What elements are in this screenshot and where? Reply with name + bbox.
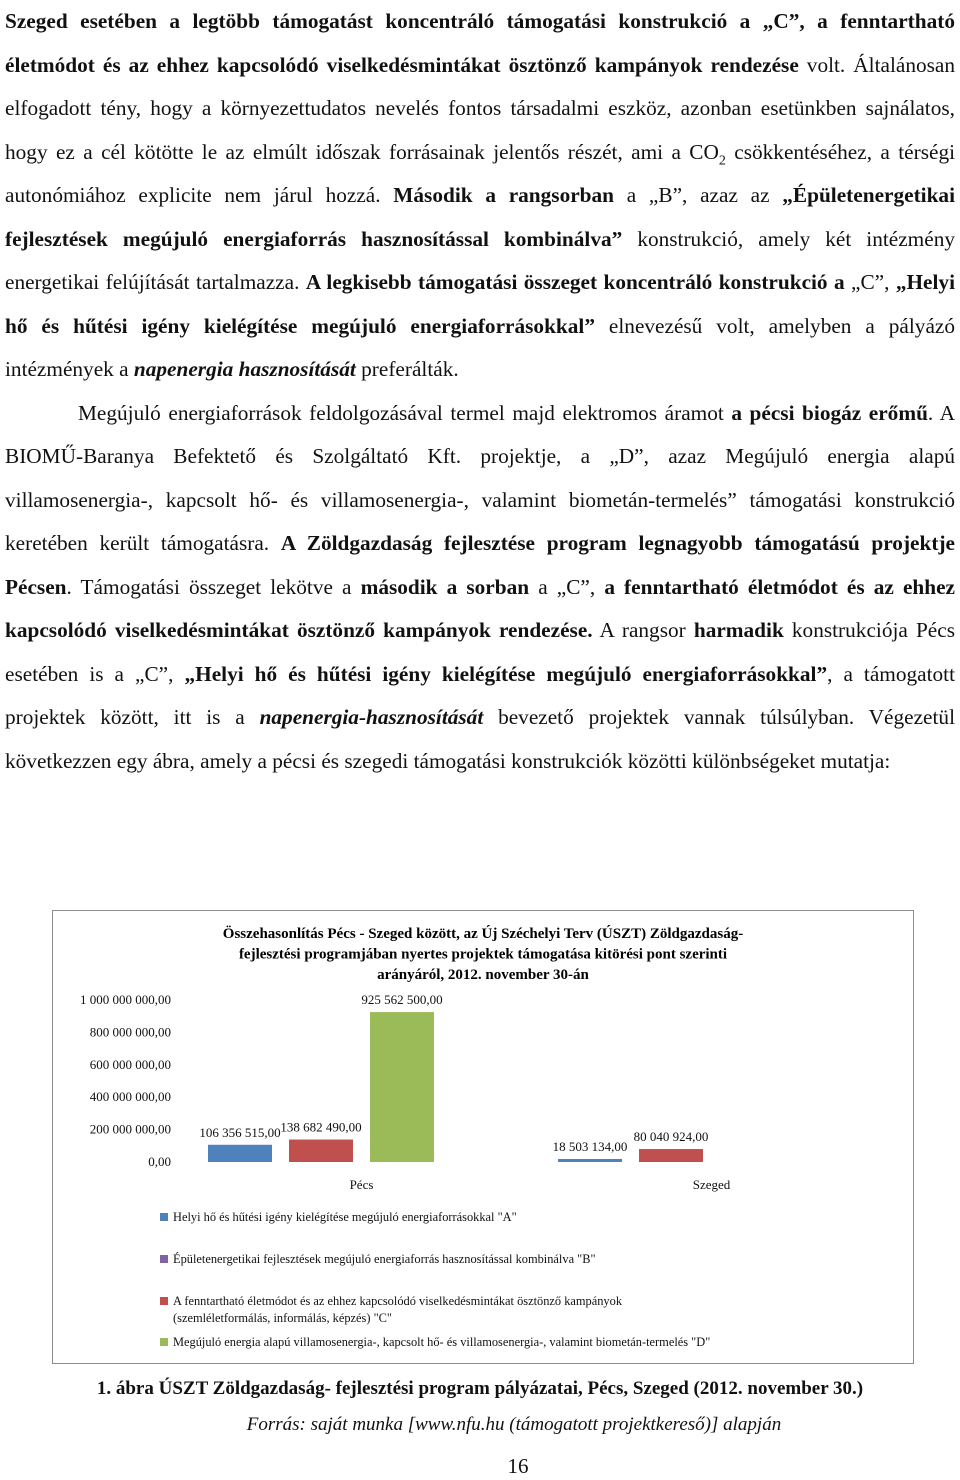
text-run: a fenntartható életmódot és az ehhez kapcsolódó viselkedésmintákat ösztönző kampányok rendezése. xyxy=(5,574,955,642)
text-run: a pécsi biogáz erőmű xyxy=(731,400,928,425)
text-run: „C”, xyxy=(844,270,896,294)
chart-title-line: arányáról, 2012. november 30-án xyxy=(377,967,589,983)
comparison-chart xyxy=(52,910,914,1364)
legend-swatch-series-0 xyxy=(160,1213,168,1221)
text-run: Megújuló energiaforrások feldolgozásával termel majd elektromos áramot xyxy=(78,400,732,425)
text-run: bevezető projektek vannak túlsúlyban. Végezetül következzen egy ábra, amely a pécsi és szegedi támogatási konstrukciók közötti különbségeket mutatja: xyxy=(5,705,955,773)
text-run: A legkisebb támogatási összeget koncentráló konstrukció a xyxy=(305,270,845,294)
legend-label xyxy=(173,1294,623,1325)
data-label: 138 682 490,00 xyxy=(280,1119,362,1135)
bar-chart-svg xyxy=(53,911,913,1363)
text-run: A Zöldgazdaság fejlesztése program legnagyobb támogatású projektje Pécsen xyxy=(5,531,955,599)
y-tick-label: 0,00 xyxy=(148,1154,171,1169)
text-run: a „C”, xyxy=(529,574,605,599)
legend-swatch-series-2 xyxy=(160,1297,168,1305)
paragraph-2 xyxy=(5,392,955,784)
text-run: A rangsor xyxy=(592,618,694,642)
text-run: elnevezésű volt, amelyben a pályázó intézmények a xyxy=(5,313,955,381)
legend-label: Helyi hő és hűtési igény kielégítése megújuló energiaforrásokkal "A" xyxy=(173,1210,517,1224)
legend-label-line: (szemléletformálás, informálás, képzés) "C" xyxy=(173,1311,392,1325)
text-run: második a sorban xyxy=(360,574,530,599)
paragraph-1 xyxy=(5,0,955,392)
y-tick-label: 400 000 000,00 xyxy=(89,1089,171,1105)
legend-swatch-series-1 xyxy=(160,1255,168,1263)
text-run: a „B”, azaz az xyxy=(614,183,783,207)
figure-source: Forrás: saját munka [www.nfu.hu (támogatott projektkereső)] alapján xyxy=(246,1414,782,1435)
text-run: „Helyi hő és hűtési igény kielégítése megújuló energiaforrásokkal” xyxy=(184,661,828,686)
text-run: Szeged esetében a legtöbb támogatást koncentráló támogatási konstrukció a „C”, a fenntartható életmódot és az ehhez kapcsolódó viselkedésmintákat ösztönző kampányok rendezése xyxy=(5,9,955,77)
bar-pécs-series-2 xyxy=(289,1140,353,1162)
y-tick-label: 600 000 000,00 xyxy=(89,1056,171,1072)
page-number: 16 xyxy=(507,1454,529,1478)
legend-label-line: A fenntartható életmódot és az ehhez kapcsolódó viselkedésmintákat ösztönző kampányok xyxy=(173,1294,623,1308)
text-run: napenergia hasznosítását xyxy=(133,357,356,381)
text-run: . Támogatási összeget lekötve a xyxy=(66,574,361,599)
text-run: csökkentéséhez, a térségi autonómiához explicite nem járul hozzá. xyxy=(5,139,956,207)
text-run: preferálták. xyxy=(355,357,459,381)
bar-pécs-series-3 xyxy=(370,1012,434,1162)
text-run: 2 xyxy=(718,152,726,168)
chart-title-line: fejlesztési programjában nyertes projektek támogatása kitörési pont szerinti xyxy=(238,946,728,963)
data-label: 106 356 515,00 xyxy=(199,1124,281,1140)
text-run: „Helyi hő és hűtési igény kielégítése megújuló energiaforrásokkal” xyxy=(5,270,955,338)
y-tick-label: 1 000 000 000,00 xyxy=(80,992,171,1007)
legend-swatch-series-3 xyxy=(160,1338,168,1346)
data-label: 80 040 924,00 xyxy=(633,1129,709,1145)
chart-title-line: Összehasonlítás Pécs - Szeged között, az Új Széchelyi Terv (ÚSZT) Zöldgazdaság- xyxy=(222,926,744,942)
text-run: harmadik xyxy=(693,618,784,642)
category-label: Szeged xyxy=(692,1177,731,1192)
legend-label: Épületenergetikai fejlesztések megújuló energiaforrás hasznosítással kombinálva "B" xyxy=(173,1252,596,1266)
y-tick-label: 800 000 000,00 xyxy=(89,1024,171,1040)
category-label: Pécs xyxy=(349,1177,374,1192)
bar-pécs-series-0 xyxy=(208,1145,272,1162)
body-text xyxy=(5,0,955,783)
text-run: volt. Általánosan elfogadott tény, hogy a környezettudatos nevelés fontos társadalmi eszköz, azonban esetünkben sajnálatos, hogy ez a cél kötötte le az elmúlt időszak forrásainak jelentős részét, ami a CO xyxy=(5,52,956,164)
text-run: konstrukciója Pécs esetében is a „C”, xyxy=(5,618,955,686)
text-run: „Épületenergetikai fejlesztések megújuló energiaforrás hasznosítással kombinálva” xyxy=(5,183,955,251)
text-run: konstrukció, amely két intézmény energetikai felújítását tartalmazza. xyxy=(5,226,955,294)
bar-szeged-series-2 xyxy=(639,1149,703,1162)
text-run: , a támogatott projektek között, itt is a xyxy=(5,661,956,729)
data-label: 925 562 500,00 xyxy=(361,992,443,1008)
bar-szeged-series-0 xyxy=(558,1159,622,1162)
text-run: . A BIOMŰ-Baranya Befektető és Szolgáltató Kft. projektje, a „D”, azaz Megújuló energia alapú villamosenergia-, kapcsolt hő- és villamosenergia-, valamint biometán-termelés” támogatási konstrukció keretében került támogatásra. xyxy=(5,400,956,555)
data-label: 18 503 134,00 xyxy=(552,1139,628,1155)
figure-caption: 1. ábra ÚSZT Zöldgazdaság- fejlesztési program pályázatai, Pécs, Szeged (2012. november 30.) xyxy=(96,1378,864,1399)
text-run: napenergia-hasznosítását xyxy=(259,705,484,729)
text-run: Második a rangsorban xyxy=(393,183,615,207)
legend-label: Megújuló energia alapú villamosenergia-, kapcsolt hő- és villamosenergia-, valamint biometán-termelés "D" xyxy=(173,1335,711,1349)
y-tick-label: 200 000 000,00 xyxy=(89,1121,171,1137)
